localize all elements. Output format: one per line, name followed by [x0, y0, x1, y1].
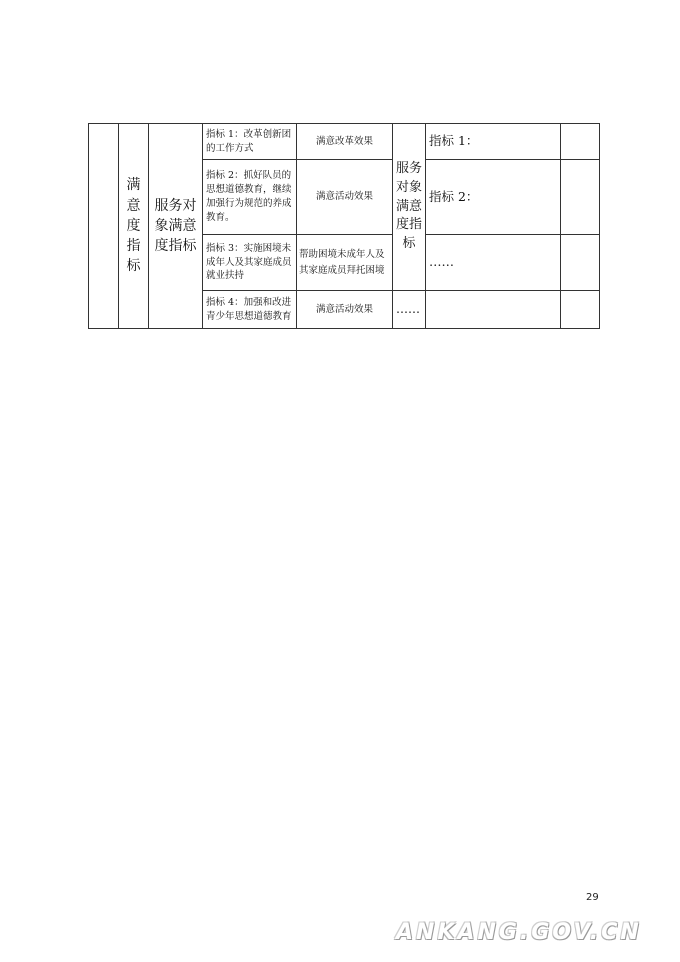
indicator-cell: 指标 3：实施困境未成年人及其家庭成员就业扶持 [203, 235, 297, 291]
indicator-cell: 指标 1：改革创新团的工作方式 [203, 124, 297, 160]
blank-target-cell [426, 291, 561, 329]
blank-trailing-cell [561, 160, 600, 235]
blank-trailing-cell [561, 235, 600, 291]
target-cell: 指标 2： [426, 160, 561, 235]
effect-cell: 满意改革效果 [297, 124, 393, 160]
blank-trailing-cell [561, 124, 600, 160]
indicator-cell: 指标 4：加强和改进青少年思想道德教育 [203, 291, 297, 329]
effect-cell: 满意活动效果 [297, 160, 393, 235]
effect-cell: 帮助困境未成年人及其家庭成员拜托困境 [297, 235, 393, 291]
indicator-cell: 指标 2：抓好队员的思想道德教育，继续加强行为规范的养成教育。 [203, 160, 297, 235]
blank-trailing-cell [561, 291, 600, 329]
performance-indicator-table [88, 123, 600, 329]
right-ellipsis-cell: …… [393, 291, 426, 329]
target-cell: 指标 1： [426, 124, 561, 160]
page-number: 29 [586, 892, 599, 903]
category-level2-cell: 服务对象满意度指标 [149, 124, 203, 329]
table-row [89, 124, 600, 160]
target-cell: …… [426, 235, 561, 291]
category-level1-cell: 满意度指标 [119, 124, 149, 329]
site-watermark: ANKANG.GOV.CN [396, 920, 642, 945]
effect-cell: 满意活动效果 [297, 291, 393, 329]
blank-leading-cell [89, 124, 119, 329]
right-category-cell: 服务对象满意度指标 [393, 124, 426, 291]
